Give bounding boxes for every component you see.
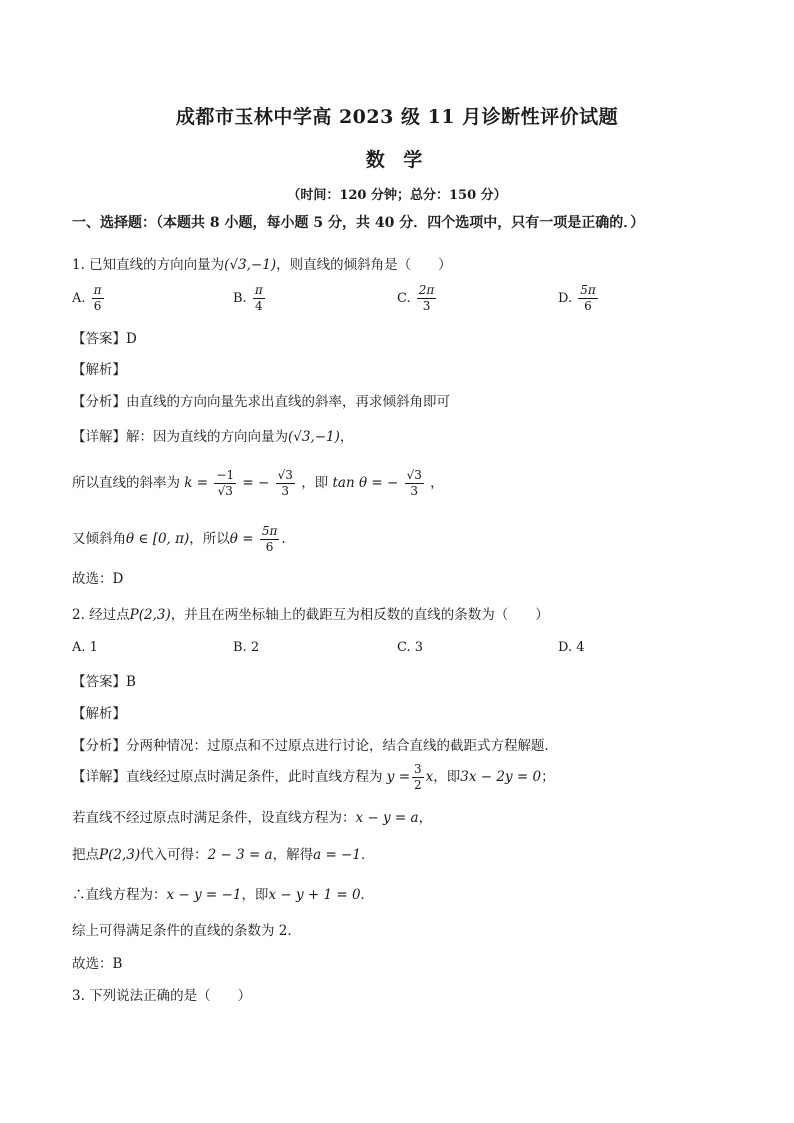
q2-fenxi: [72, 734, 558, 754]
line-eq-2: x − y + 1 = 0: [268, 887, 361, 903]
fenxi-text: 分两种情况：过原点和不过原点进行讨论，结合直线的截距式方程解题．: [126, 738, 558, 754]
q1-option-a: [72, 283, 106, 314]
option-label: A.: [72, 291, 86, 306]
detail-tag: 【详解】: [72, 429, 126, 445]
fenxi-text: 由直线的方向向量先求出直线的斜率，再求倾斜角即可: [126, 394, 450, 410]
q2-stem-tail: ，并且在两坐标轴上的截距互为相反数的直线的条数为（ ）: [170, 607, 549, 623]
sub-tail: ．: [360, 847, 375, 863]
q1-angle-line: [72, 524, 286, 555]
q2-stem-text: 2. 经过点: [72, 607, 130, 623]
slope-connector: ，即: [301, 475, 329, 491]
slope-equals: = −: [242, 475, 270, 491]
slope-fraction-1: $\frac{-1}{√3}$: [216, 468, 235, 498]
q2-conclusion: 故选：B: [72, 956, 123, 972]
slope-tan: tan θ = −: [332, 475, 399, 491]
q1-fenxi: [72, 390, 450, 410]
answer-tag: 【答案】: [72, 674, 126, 690]
detail-fraction: $\frac{3}{2}$: [414, 762, 422, 792]
q2-option-a: A. 1: [72, 640, 98, 655]
detail-y: y =: [386, 769, 411, 785]
q1-answer: [72, 327, 137, 347]
section-heading: 一、选择题：（本题共 8 小题，每小题 5 分，共 40 分．四个选项中，只有一项是正确的．）: [72, 215, 645, 231]
option-fraction: $\frac{2\pi}{3}$: [418, 283, 435, 313]
angle-text: 又倾斜角: [72, 531, 126, 547]
q2-line-equation: [72, 883, 374, 903]
case2-text: 若直线不经过原点时满足条件，设直线方程为：: [72, 810, 356, 826]
line-tail: ．: [360, 887, 375, 903]
detail-text: 直线经过原点时满足条件，此时直线方程为: [126, 769, 383, 785]
sub-text-3: ，解得: [272, 847, 314, 863]
option-fraction: $\frac{\pi}{6}$: [93, 283, 102, 313]
q1-stem-tail: ，则直线的倾斜角是（ ）: [276, 257, 452, 273]
q1-vector: (√3,−1): [224, 257, 277, 273]
sub-result: a = −1: [313, 847, 361, 863]
answer-value: D: [126, 331, 137, 347]
angle-connector: ，所以: [189, 531, 230, 547]
option-fraction: $\frac{\pi}{4}$: [254, 283, 263, 313]
case2-equation: x − y = a: [355, 810, 419, 826]
option-label: C.: [397, 291, 411, 306]
line-eq-1: x − y = −1: [166, 887, 242, 903]
sub-text-2: 代入可得：: [140, 847, 208, 863]
q3-stem: 3. 下列说法正确的是（ ）: [72, 988, 252, 1004]
answer-value: B: [126, 674, 136, 690]
fenxi-tag: 【分析】: [72, 394, 126, 410]
q2-detail: [72, 762, 555, 793]
answer-tag: 【答案】: [72, 331, 126, 347]
slope-text: 所以直线的斜率为: [72, 475, 180, 491]
detail-connector: ，即: [433, 769, 461, 785]
q2-option-c: C. 3: [397, 640, 424, 655]
q1-analysis-tag: 【解析】: [72, 362, 126, 378]
angle-range: θ ∈ [0, π): [126, 531, 190, 547]
q2-answer: [72, 670, 136, 690]
option-label: B.: [233, 291, 247, 306]
sub-equation: 2 − 3 = a: [207, 847, 273, 863]
q1-option-d: [558, 283, 600, 314]
option-fraction: $\frac{5\pi}{6}$: [580, 283, 596, 313]
q1-slope-line: [72, 468, 444, 499]
line-connector: ，即: [241, 887, 269, 903]
time-info: （时间：120 分钟；总分：150 分）: [287, 188, 507, 203]
sub-text: 把点: [72, 847, 99, 863]
q2-point: P(2,3): [129, 607, 171, 623]
q1-option-c: [397, 283, 438, 314]
angle-theta: θ =: [229, 531, 254, 547]
slope-tail: ，: [430, 475, 444, 491]
fenxi-tag: 【分析】: [72, 738, 126, 754]
q2-substitute: [72, 843, 374, 863]
exam-title: 成都市玉林中学高 2023 级 11 月诊断性评价试题: [175, 106, 619, 128]
angle-tail: .: [281, 531, 286, 547]
detail-tail: ；: [541, 769, 555, 785]
angle-fraction: $\frac{5\pi}{6}$: [261, 524, 278, 554]
line-text: ∴直线方程为：: [72, 887, 167, 903]
slope-k: k =: [184, 475, 209, 491]
q2-case2: [72, 806, 432, 826]
q2-analysis-tag: 【解析】: [72, 706, 126, 722]
detail-tail: ，: [339, 429, 354, 445]
case2-tail: ，: [418, 810, 433, 826]
slope-fraction-3: $\frac{√3}{3}$: [406, 468, 422, 498]
q2-summary: 综上可得满足条件的直线的条数为 2．: [72, 923, 301, 939]
q1-stem-text: 1. 已知直线的方向向量为: [72, 257, 225, 273]
q2-option-d: D. 4: [558, 640, 585, 655]
detail-vector: (√3,−1): [288, 429, 340, 445]
q1-stem: [72, 253, 452, 273]
detail-x: x: [425, 769, 434, 785]
option-label: D.: [558, 291, 573, 306]
q2-stem: [72, 603, 549, 623]
sub-point: P(2,3): [99, 847, 141, 863]
slope-fraction-2: $\frac{√3}{3}$: [277, 468, 293, 498]
subject-title: 数 学: [365, 149, 429, 171]
q1-conclusion: 故选：D: [72, 571, 124, 587]
detail-text: 解：因为直线的方向向量为: [126, 429, 288, 445]
q1-detail: [72, 425, 353, 445]
q2-option-b: B. 2: [233, 640, 260, 655]
detail-equation: 3x − 2y = 0: [460, 769, 542, 785]
detail-tag: 【详解】: [72, 769, 126, 785]
q1-option-b: [233, 283, 267, 314]
